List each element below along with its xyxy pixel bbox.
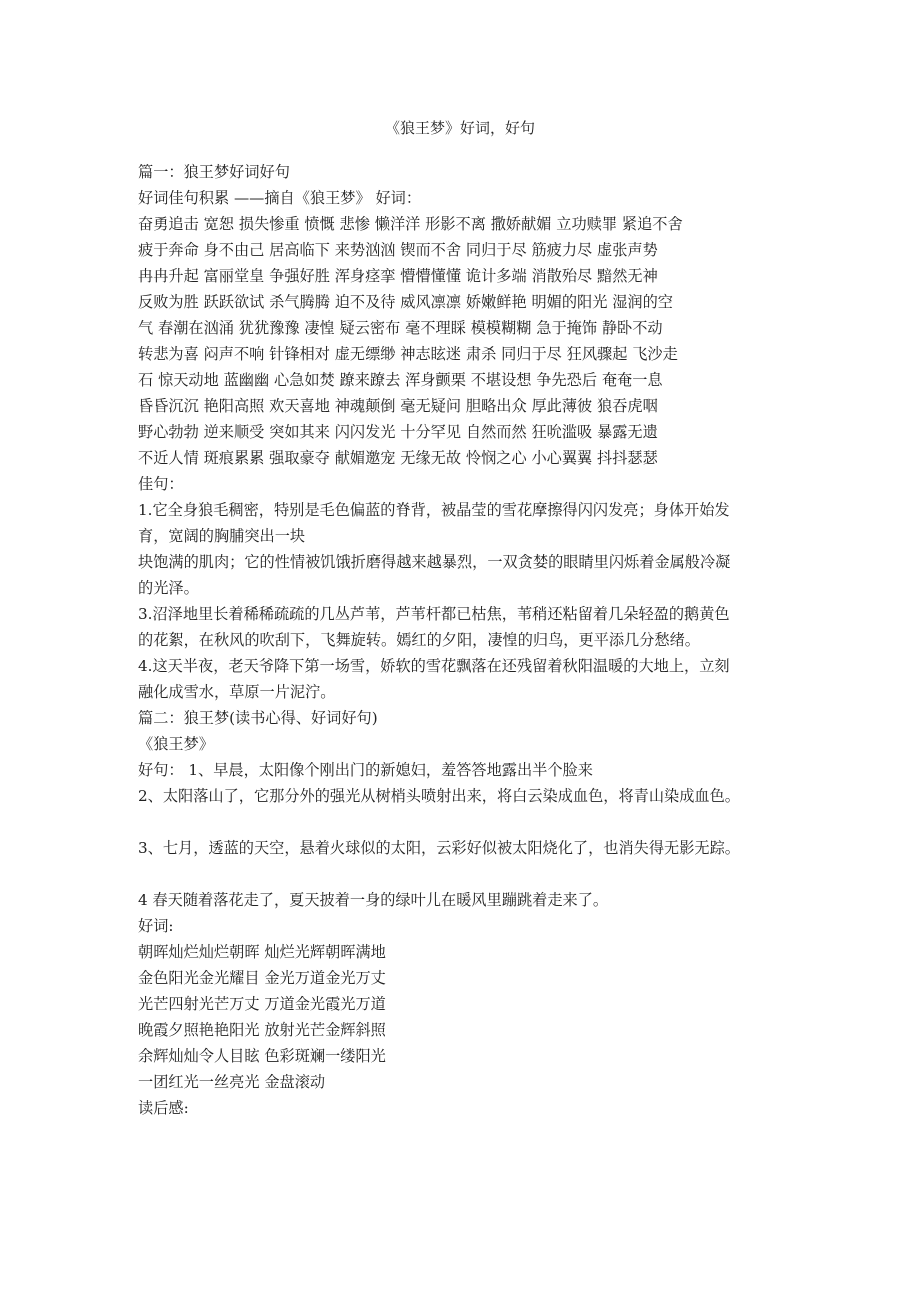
text-line: 朝晖灿烂灿烂朝晖 灿烂光辉朝晖满地 [138,943,386,961]
text-line: 块饱满的肌肉；它的性情被饥饿折磨得越来越暴烈，一双贪婪的眼睛里闪烁着金属般冷凝 [138,553,731,571]
text-line: 奋勇追击 宽恕 损失惨重 愤慨 悲惨 懒洋洋 形影不离 撒娇献媚 立功赎罪 紧追不舍 [138,215,683,233]
text-line: 气 春潮在汹涌 犹犹豫豫 凄惶 疑云密布 毫不理睬 模模糊糊 急于掩饰 静卧不动 [138,319,663,337]
document-body [138,159,788,1121]
text-line: 光芒四射光芒万丈 万道金光霞光万道 [138,995,386,1013]
text-line: 转悲为喜 闷声不响 针锋相对 虚无缥缈 神志眩迷 肃杀 同归于尽 狂风骤起 飞沙走 [138,345,678,363]
text-line: 《狼王梦》 [138,735,214,753]
text-line: 石 惊天动地 蓝幽幽 心急如焚 蹽来蹽去 浑身颤栗 不堪设想 争先恐后 奄奄一息 [138,371,663,389]
text-line: 好词: [138,917,174,935]
text-line: 的花絮，在秋风的吹刮下，飞舞旋转。嫣红的夕阳，凄惶的归鸟，更平添几分愁绪。 [138,631,700,649]
text-line: 一团红光一丝亮光 金盘滚动 [138,1073,326,1091]
text-line: 好词佳句积累 ——摘自《狼王梦》 好词： [138,189,422,207]
text-line: 篇一：狼王梦好词好句 [138,163,290,181]
text-line: 读后感: [138,1099,189,1117]
text-line: 好句： 1、早晨，太阳像个刚出门的新媳妇，羞答答地露出半个脸来 [138,761,593,779]
text-line: 冉冉升起 富丽堂皇 争强好胜 浑身痉挛 懵懵懂懂 诡计多端 消散殆尽 黯然无神 [138,267,658,285]
blank-line [138,861,788,887]
text-line: 育，宽阔的胸脯突出一块 [138,527,306,545]
text-line: 3.沼泽地里长着稀稀疏疏的几丛芦苇，芦苇杆都已枯焦，苇稍还粘留着几朵轻盈的鹅黄色 [138,605,730,623]
text-line: 疲于奔命 身不由己 居高临下 来势汹汹 锲而不舍 同归于尽 筋疲力尽 虚张声势 [138,241,658,259]
text-line: 昏昏沉沉 艳阳高照 欢天喜地 神魂颠倒 毫无疑问 胆略出众 厚此薄彼 狼吞虎咽 [138,397,658,415]
text-line: 反败为胜 跃跃欲试 杀气腾腾 迫不及待 威风凛凛 娇嫩鲜艳 明媚的阳光 湿润的空 [138,293,673,311]
text-line: 篇二：狼王梦(读书心得、好词好句) [138,709,378,727]
text-line: 4 春天随着落花走了，夏天披着一身的绿叶儿在暖风里蹦跳着走来了。 [138,891,609,909]
text-line: 的光泽。 [138,579,199,597]
text-line: 野心勃勃 逆来顺受 突如其来 闪闪发光 十分罕见 自然而然 狂吮滥吸 暴露无遗 [138,423,658,441]
text-line: 不近人情 斑痕累累 强取豪夺 献媚邀宠 无缘无故 怜悯之心 小心翼翼 抖抖瑟瑟 [138,449,658,467]
blank-line [138,809,788,835]
document-title: 《狼王梦》好词，好句 [384,119,535,137]
text-line: 晚霞夕照艳艳阳光 放射光芒金辉斜照 [138,1021,386,1039]
text-line: 佳句： [138,475,184,493]
text-line: 融化成雪水，草原一片泥泞。 [138,683,336,701]
text-line: 金色阳光金光耀目 金光万道金光万丈 [138,969,386,987]
text-line: 3、七月，透蓝的天空，悬着火球似的太阳，云彩好似被太阳烧化了，也消失得无影无踪。 [138,839,740,857]
text-line: 1.它全身狼毛稠密，特别是毛色偏蓝的脊背，被晶莹的雪花摩擦得闪闪发亮；身体开始发 [138,501,730,519]
text-line: 4.这天半夜，老天爷降下第一场雪，娇软的雪花飘落在还残留着秋阳温暖的大地上，立刻 [138,657,730,675]
text-line: 余辉灿灿令人目眩 色彩斑斓一缕阳光 [138,1047,386,1065]
text-line: 2、太阳落山了，它那分外的强光从树梢头喷射出来，将白云染成血色，将青山染成血色。 [138,787,740,805]
